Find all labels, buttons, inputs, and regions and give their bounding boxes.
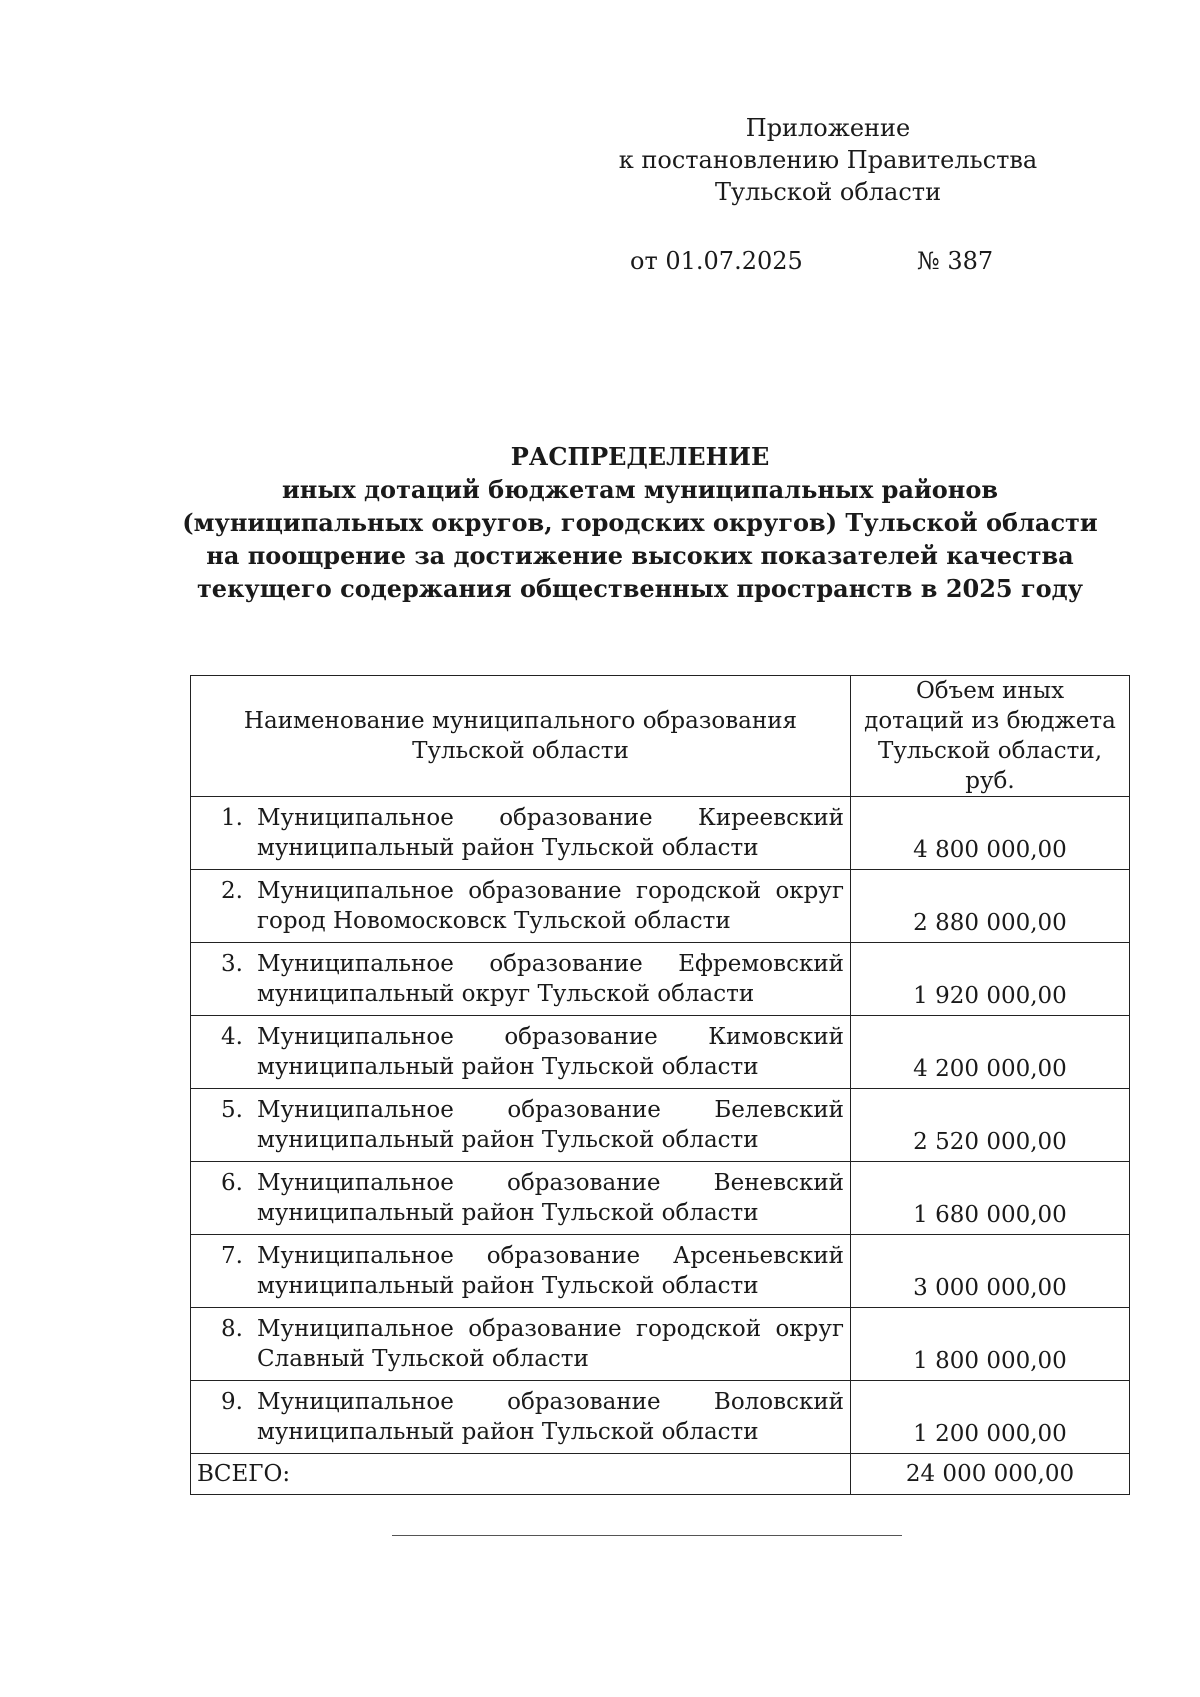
table-row — [191, 870, 1130, 943]
municipality-cell — [191, 1381, 851, 1454]
municipality-cell — [191, 1308, 851, 1381]
closing-divider — [392, 1535, 902, 1536]
table-row — [191, 1162, 1130, 1235]
row-number: 8. — [221, 1316, 243, 1342]
header-amount — [851, 676, 1130, 797]
title-line-2: иных дотаций бюджетам муниципальных районов — [281, 475, 999, 504]
municipality-cell — [191, 1016, 851, 1089]
row-number: 1. — [221, 805, 243, 831]
appendix-region: Тульской области — [714, 178, 942, 206]
municipality-name: Муниципальное образование Белевский муниципальный район Тульской области — [257, 1097, 844, 1153]
amount-cell: 1 800 000,00 — [851, 1308, 1130, 1381]
municipality-name: Муниципальное образование Воловский муниципальный район Тульской области — [257, 1389, 844, 1445]
municipality-cell — [191, 1089, 851, 1162]
row-number: 2. — [221, 878, 243, 904]
appendix-decree-ref: к постановлению Правительства — [618, 146, 1038, 174]
row-number: 7. — [221, 1243, 243, 1269]
header-amount-line-3: Тульской области, руб. — [877, 738, 1102, 794]
decree-number: № 387 — [917, 247, 994, 275]
municipality-cell — [191, 1235, 851, 1308]
row-number: 3. — [221, 951, 243, 977]
municipality-cell — [191, 1162, 851, 1235]
amount-cell: 2 520 000,00 — [851, 1089, 1130, 1162]
table-row — [191, 1235, 1130, 1308]
row-number: 4. — [221, 1024, 243, 1050]
row-number: 9. — [221, 1389, 243, 1415]
municipality-name: Муниципальное образование городской округ Славный Тульской области — [257, 1316, 844, 1372]
table-body — [191, 797, 1130, 1454]
row-number: 6. — [221, 1170, 243, 1196]
title-line-4: на поощрение за достижение высоких показателей качества — [206, 541, 1074, 570]
appendix-header — [618, 112, 1038, 208]
municipality-name: Муниципальное образование Арсеньевский муниципальный район Тульской области — [257, 1243, 844, 1299]
municipality-name: Муниципальное образование Веневский муниципальный район Тульской области — [257, 1170, 844, 1226]
title-line-3: (муниципальных округов, городских округов) Тульской области — [182, 508, 1098, 537]
table-row — [191, 1308, 1130, 1381]
header-municipality — [191, 676, 851, 797]
decree-date: от 01.07.2025 — [630, 247, 803, 275]
header-amount-line-2: дотаций из бюджета — [864, 708, 1116, 734]
table-header-row — [191, 676, 1130, 797]
total-label: ВСЕГО: — [191, 1454, 851, 1495]
total-row — [191, 1454, 1130, 1495]
amount-cell: 4 800 000,00 — [851, 797, 1130, 870]
appendix-label: Приложение — [745, 114, 911, 142]
distribution-table — [190, 675, 1130, 1495]
amount-cell: 3 000 000,00 — [851, 1235, 1130, 1308]
header-municipality-line-1: Наименование муниципального образования — [243, 708, 798, 734]
municipality-cell — [191, 870, 851, 943]
table-row — [191, 1089, 1130, 1162]
total-amount: 24 000 000,00 — [851, 1454, 1130, 1495]
table-row — [191, 1381, 1130, 1454]
document-title — [150, 440, 1130, 605]
municipality-name: Муниципальное образование городской округ город Новомосковск Тульской области — [257, 878, 844, 934]
municipality-name: Муниципальное образование Кимовский муниципальный район Тульской области — [257, 1024, 844, 1080]
municipality-name: Муниципальное образование Ефремовский муниципальный округ Тульской области — [257, 951, 844, 1007]
table-row — [191, 1016, 1130, 1089]
header-amount-line-1: Объем иных — [915, 678, 1065, 704]
table-row — [191, 797, 1130, 870]
amount-cell: 1 680 000,00 — [851, 1162, 1130, 1235]
amount-cell: 1 920 000,00 — [851, 943, 1130, 1016]
amount-cell: 2 880 000,00 — [851, 870, 1130, 943]
header-municipality-line-2: Тульской области — [412, 738, 629, 764]
row-number: 5. — [221, 1097, 243, 1123]
amount-cell: 4 200 000,00 — [851, 1016, 1130, 1089]
municipality-cell — [191, 943, 851, 1016]
amount-cell: 1 200 000,00 — [851, 1381, 1130, 1454]
title-line-1: РАСПРЕДЕЛЕНИЕ — [510, 442, 770, 471]
municipality-name: Муниципальное образование Киреевский муниципальный район Тульской области — [257, 805, 844, 861]
municipality-cell — [191, 797, 851, 870]
table-row — [191, 943, 1130, 1016]
title-line-5: текущего содержания общественных пространств в 2025 году — [196, 574, 1084, 603]
